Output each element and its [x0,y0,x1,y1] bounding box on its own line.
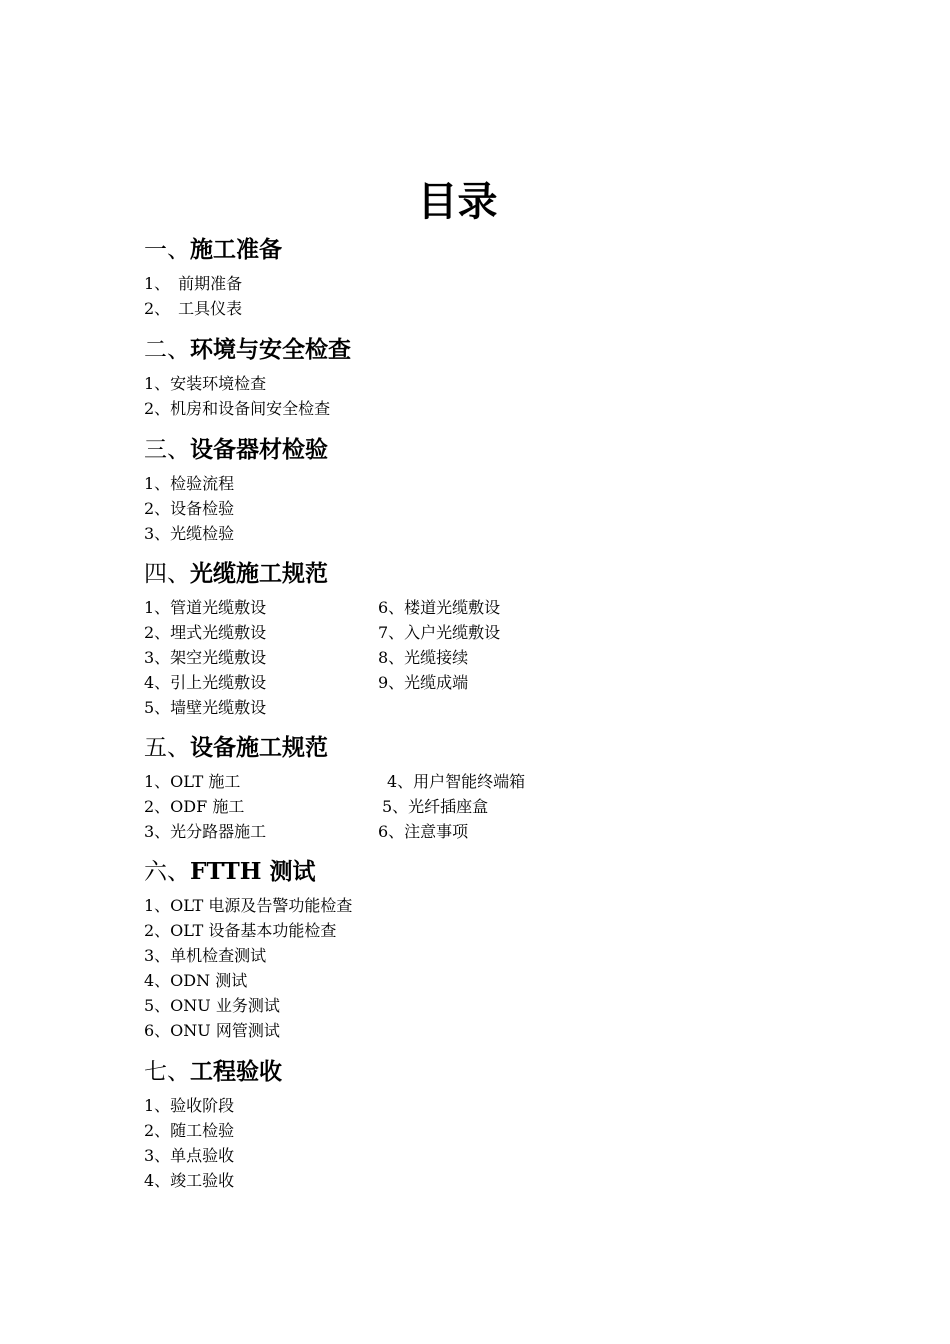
toc-item: 1、验收阶段 [144,1096,235,1115]
toc-section-3 [144,435,844,546]
toc-column-left [144,769,378,844]
section-number: 六、 [144,859,190,885]
toc-item: 4、竣工验收 [144,1171,235,1190]
toc-item: 5、ONU 业务测试 [144,996,280,1015]
section-heading [144,235,844,265]
toc-item: 6、ONU 网管测试 [144,1021,280,1040]
section-title: 环境与安全检查 [190,336,351,363]
toc-item: 6、楼道光缆敷设 [378,598,501,617]
toc-item: 8、光缆接续 [378,648,469,667]
section-title: 设备器材检验 [190,436,328,463]
toc-item: 2、埋式光缆敷设 [144,623,267,642]
page-title: 目录 [417,178,498,225]
toc-item: 2、设备检验 [144,499,235,518]
toc-item: 3、光分路器施工 [144,822,267,841]
toc-column-right [378,595,678,720]
toc-item: 3、光缆检验 [144,524,235,543]
section-number: 四、 [144,561,190,587]
toc-item: 2、随工检验 [144,1121,235,1140]
section-heading [144,335,844,365]
toc-item: 5、墙壁光缆敷设 [144,698,267,717]
toc-item: 2、OLT 设备基本功能检查 [144,921,337,940]
toc-section-1 [144,235,844,321]
toc-item: 1、管道光缆敷设 [144,598,267,617]
toc-item: 5、光纤插座盒 [382,797,489,816]
toc-item: 2、ODF 施工 [144,797,245,816]
toc-item: 2、 工具仪表 [144,299,243,318]
section-number: 三、 [144,437,190,463]
toc-column-left [144,595,378,720]
toc-item: 1、安装环境检查 [144,374,267,393]
section-number: 二、 [144,337,190,363]
section-title: 设备施工规范 [190,734,328,761]
section-heading [144,733,844,763]
toc-section-7 [144,1057,844,1193]
section-number: 七、 [144,1059,190,1085]
toc-item: 3、单点验收 [144,1146,235,1165]
toc-item: 6、注意事项 [378,822,469,841]
toc-item: 4、ODN 测试 [144,971,248,990]
toc-item: 3、架空光缆敷设 [144,648,267,667]
toc-item: 1、检验流程 [144,474,235,493]
toc-item: 1、OLT 电源及告警功能检查 [144,896,353,915]
toc-section-6 [144,857,844,1043]
toc-section-2 [144,335,844,421]
section-title: FTTH 测试 [190,858,316,885]
toc-item: 1、 前期准备 [144,274,243,293]
section-heading [144,435,844,465]
section-title: 工程验收 [190,1058,282,1085]
toc-item: 4、用户智能终端箱 [387,772,526,791]
section-heading [144,857,844,887]
toc-item: 3、单机检查测试 [144,946,267,965]
toc-item: 7、入户光缆敷设 [378,623,501,642]
section-number: 一、 [144,237,190,263]
toc-item: 1、OLT 施工 [144,772,241,791]
section-number: 五、 [144,735,190,761]
section-title: 光缆施工规范 [190,560,328,587]
section-title: 施工准备 [190,236,282,263]
section-heading [144,559,844,589]
toc-item: 9、光缆成端 [378,673,469,692]
toc-item: 4、引上光缆敷设 [144,673,267,692]
toc-section-4 [144,559,844,720]
section-heading [144,1057,844,1087]
toc-item: 2、机房和设备间安全检查 [144,399,331,418]
toc-column-right [378,769,678,844]
toc-section-5 [144,733,844,844]
